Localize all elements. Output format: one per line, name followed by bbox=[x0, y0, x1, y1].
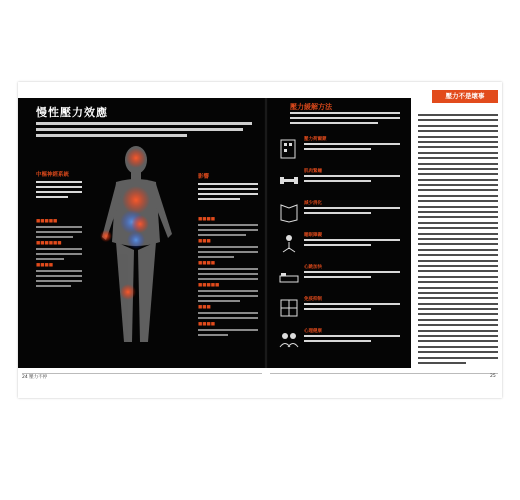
left-folio-rule bbox=[22, 373, 262, 374]
stress-item-3 bbox=[278, 198, 402, 228]
stress-item-5 bbox=[278, 262, 402, 292]
stress-item-label: 減少消化 bbox=[304, 201, 322, 205]
book-icon bbox=[278, 200, 300, 224]
stress-item-label: 免疫抑制 bbox=[304, 297, 322, 301]
page-gutter bbox=[264, 98, 268, 368]
bed-icon bbox=[278, 264, 300, 288]
body-svg bbox=[86, 142, 186, 352]
section-tag: 壓力不是壞事 bbox=[432, 90, 498, 103]
stress-panel-title: 壓力緩解方法 bbox=[290, 103, 332, 111]
building-icon bbox=[278, 136, 300, 160]
stress-item-label: 心理健康 bbox=[304, 329, 322, 333]
left-running-title: 壓力不停 bbox=[29, 375, 48, 380]
stress-panel-intro bbox=[290, 112, 400, 127]
stress-item-1 bbox=[278, 134, 402, 164]
stress-item-label: 心跳加快 bbox=[304, 265, 322, 269]
infographic-title: 慢性壓力效應 bbox=[36, 106, 108, 119]
meditation-icon bbox=[278, 232, 300, 256]
right-page-text bbox=[418, 114, 498, 367]
left-page-number: 24 bbox=[22, 375, 28, 380]
right-page-number: 25 bbox=[490, 374, 496, 379]
section-title-nervous: 中樞神經系統 bbox=[36, 172, 70, 178]
people-icon bbox=[278, 328, 300, 352]
left-folio bbox=[22, 374, 47, 380]
dumbbell-icon bbox=[278, 168, 300, 192]
stress-item-6 bbox=[278, 294, 402, 324]
section-title-effects: 影響 bbox=[198, 174, 210, 180]
stress-item-label: 壓力荷爾蒙 bbox=[304, 137, 327, 141]
right-folio-rule bbox=[270, 373, 498, 374]
left-column: 中樞神經系統 ■■■■■ ■■■■■■ ■■■■ bbox=[36, 170, 82, 290]
stress-item-label: 肌肉緊繃 bbox=[304, 169, 322, 173]
middle-column: 影響 ■■■■ ■■■ ■■■■ ■■■■■ ■■■ ■■■■ bbox=[198, 172, 258, 339]
stress-item-label: 睡眠障礙 bbox=[304, 233, 322, 237]
stress-item-7 bbox=[278, 326, 402, 356]
stress-item-4 bbox=[278, 230, 402, 260]
stress-item-2 bbox=[278, 166, 402, 196]
grid-icon bbox=[278, 296, 300, 320]
human-body-figure bbox=[86, 142, 186, 352]
